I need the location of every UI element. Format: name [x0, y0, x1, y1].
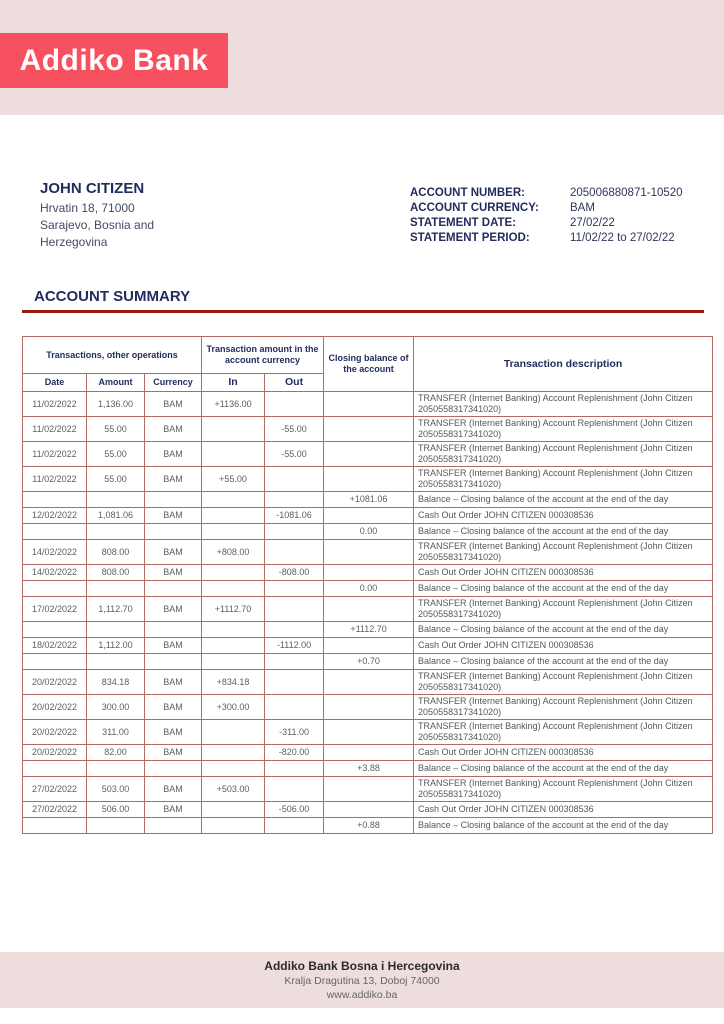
cell-currency: BAM [145, 638, 202, 654]
cell-balance [324, 695, 414, 720]
cell-out [265, 540, 324, 565]
table-row [23, 524, 713, 540]
cell-amount: 808.00 [87, 540, 145, 565]
cell-amount [87, 581, 145, 597]
cell-balance [324, 638, 414, 654]
cell-balance [324, 597, 414, 622]
cell-balance [324, 508, 414, 524]
table-row [23, 670, 713, 695]
cell-in [202, 417, 265, 442]
cell-date: 11/02/2022 [23, 467, 87, 492]
footer-band [0, 952, 724, 1008]
cell-amount [87, 524, 145, 540]
cell-currency: BAM [145, 467, 202, 492]
cell-balance: +0.70 [324, 654, 414, 670]
account-holder-address-line: Sarajevo, Bosnia and [40, 218, 155, 232]
cell-currency: BAM [145, 670, 202, 695]
cell-amount: 55.00 [87, 417, 145, 442]
cell-currency: BAM [145, 392, 202, 417]
account-number-label: ACCOUNT NUMBER: [410, 187, 525, 199]
cell-out: -1081.06 [265, 508, 324, 524]
table-row [23, 818, 713, 834]
cell-date: 11/02/2022 [23, 417, 87, 442]
table-row [23, 565, 713, 581]
cell-description: Balance – Closing balance of the account at the end of the day [414, 524, 713, 540]
cell-description: TRANSFER (Internet Banking) Account Replenishment (John Citizen 2050558317341020) [414, 597, 713, 622]
cell-currency: BAM [145, 417, 202, 442]
cell-out [265, 581, 324, 597]
cell-date [23, 524, 87, 540]
cell-in [202, 720, 265, 745]
cell-out [265, 670, 324, 695]
account-holder-address-line: Herzegovina [40, 235, 108, 249]
cell-balance [324, 417, 414, 442]
account-currency-row [410, 201, 683, 216]
cell-description: Balance – Closing balance of the account at the end of the day [414, 581, 713, 597]
cell-description: Balance – Closing balance of the account at the end of the day [414, 492, 713, 508]
cell-out [265, 622, 324, 638]
footer-bank-name: Addiko Bank Bosna i Hercegovina [264, 959, 460, 973]
cell-amount: 55.00 [87, 442, 145, 467]
account-holder-address-line: Hrvatin 18, 71000 [40, 201, 135, 215]
cell-currency: BAM [145, 442, 202, 467]
cell-balance: 0.00 [324, 524, 414, 540]
table-row [23, 392, 713, 417]
cell-in [202, 492, 265, 508]
statement-date-value: 27/02/22 [570, 217, 615, 229]
cell-in [202, 581, 265, 597]
cell-in [202, 654, 265, 670]
cell-amount: 55.00 [87, 467, 145, 492]
cell-amount: 808.00 [87, 565, 145, 581]
account-holder-block [40, 180, 154, 251]
cell-date [23, 818, 87, 834]
cell-currency [145, 524, 202, 540]
cell-balance [324, 392, 414, 417]
cell-currency: BAM [145, 745, 202, 761]
table-row [23, 802, 713, 818]
cell-in [202, 565, 265, 581]
cell-out: -808.00 [265, 565, 324, 581]
cell-currency [145, 654, 202, 670]
cell-balance [324, 745, 414, 761]
cell-description: TRANSFER (Internet Banking) Account Replenishment (John Citizen 2050558317341020) [414, 467, 713, 492]
column-header-out: Out [265, 374, 324, 392]
table-row [23, 761, 713, 777]
cell-currency: BAM [145, 540, 202, 565]
cell-in: +1112.70 [202, 597, 265, 622]
cell-date: 27/02/2022 [23, 802, 87, 818]
cell-balance [324, 720, 414, 745]
cell-description: Balance – Closing balance of the account at the end of the day [414, 818, 713, 834]
cell-date [23, 622, 87, 638]
cell-date: 12/02/2022 [23, 508, 87, 524]
cell-balance: +1081.06 [324, 492, 414, 508]
header-band [0, 0, 724, 115]
statement-period-label: STATEMENT PERIOD: [410, 232, 530, 244]
cell-description: Cash Out Order JOHN CITIZEN 000308536 [414, 565, 713, 581]
summary-divider-rule [22, 310, 704, 313]
table-row [23, 467, 713, 492]
cell-date [23, 581, 87, 597]
cell-amount: 1,112.00 [87, 638, 145, 654]
cell-out: -311.00 [265, 720, 324, 745]
cell-in: +834.18 [202, 670, 265, 695]
cell-amount: 1,112.70 [87, 597, 145, 622]
table-row [23, 492, 713, 508]
cell-date: 18/02/2022 [23, 638, 87, 654]
cell-date: 20/02/2022 [23, 695, 87, 720]
cell-description: TRANSFER (Internet Banking) Account Replenishment (John Citizen 2050558317341020) [414, 670, 713, 695]
cell-out: -820.00 [265, 745, 324, 761]
table-row [23, 720, 713, 745]
cell-amount: 311.00 [87, 720, 145, 745]
cell-currency: BAM [145, 802, 202, 818]
cell-out [265, 392, 324, 417]
cell-amount [87, 492, 145, 508]
transactions-table [22, 336, 713, 834]
cell-in: +503.00 [202, 777, 265, 802]
cell-description: Balance – Closing balance of the account at the end of the day [414, 622, 713, 638]
cell-in [202, 638, 265, 654]
cell-out: -1112.00 [265, 638, 324, 654]
cell-balance: 0.00 [324, 581, 414, 597]
cell-amount [87, 818, 145, 834]
cell-date: 14/02/2022 [23, 540, 87, 565]
group-header-closing-balance: Closing balance of the account [324, 337, 414, 392]
cell-description: Balance – Closing balance of the account at the end of the day [414, 761, 713, 777]
table-row [23, 597, 713, 622]
cell-amount: 82.00 [87, 745, 145, 761]
cell-date: 17/02/2022 [23, 597, 87, 622]
cell-balance: +1112.70 [324, 622, 414, 638]
account-holder-name: JOHN CITIZEN [40, 180, 145, 197]
cell-in [202, 508, 265, 524]
cell-description: Cash Out Order JOHN CITIZEN 000308536 [414, 508, 713, 524]
cell-amount: 300.00 [87, 695, 145, 720]
cell-amount [87, 761, 145, 777]
cell-in [202, 802, 265, 818]
transactions-tbody [23, 392, 713, 834]
cell-balance [324, 540, 414, 565]
cell-balance [324, 802, 414, 818]
footer-bank-website: www.addiko.ba [326, 989, 398, 1001]
statement-date-row [410, 216, 683, 231]
cell-balance [324, 442, 414, 467]
table-row [23, 777, 713, 802]
cell-description: Cash Out Order JOHN CITIZEN 000308536 [414, 745, 713, 761]
table-row [23, 654, 713, 670]
column-header-in: In [202, 374, 265, 392]
table-row [23, 745, 713, 761]
cell-amount: 503.00 [87, 777, 145, 802]
cell-date: 20/02/2022 [23, 670, 87, 695]
column-header-amount: Amount [87, 374, 145, 392]
cell-date [23, 761, 87, 777]
cell-description: TRANSFER (Internet Banking) Account Replenishment (John Citizen 2050558317341020) [414, 392, 713, 417]
cell-out [265, 777, 324, 802]
cell-out: -55.00 [265, 442, 324, 467]
cell-balance: +3.88 [324, 761, 414, 777]
statement-period-row [410, 231, 683, 246]
cell-balance [324, 670, 414, 695]
cell-out [265, 761, 324, 777]
cell-date: 14/02/2022 [23, 565, 87, 581]
cell-in: +1136.00 [202, 392, 265, 417]
cell-description: Balance – Closing balance of the account at the end of the day [414, 654, 713, 670]
cell-date: 27/02/2022 [23, 777, 87, 802]
cell-in [202, 761, 265, 777]
table-row [23, 581, 713, 597]
table-row [23, 508, 713, 524]
cell-description: TRANSFER (Internet Banking) Account Replenishment (John Citizen 2050558317341020) [414, 442, 713, 467]
cell-currency: BAM [145, 508, 202, 524]
cell-in [202, 524, 265, 540]
column-header-date: Date [23, 374, 87, 392]
cell-in [202, 818, 265, 834]
cell-date [23, 654, 87, 670]
table-group-header-row [23, 337, 713, 374]
account-number-value: 205006880871-10520 [570, 187, 683, 199]
footer-bank-address: Kralja Dragutina 13, Doboj 74000 [284, 975, 440, 987]
cell-out [265, 695, 324, 720]
addiko-bank-logo [0, 33, 228, 88]
cell-in [202, 442, 265, 467]
account-summary-title: ACCOUNT SUMMARY [34, 288, 191, 305]
cell-currency [145, 622, 202, 638]
cell-out [265, 492, 324, 508]
cell-description: TRANSFER (Internet Banking) Account Replenishment (John Citizen 2050558317341020) [414, 720, 713, 745]
cell-currency: BAM [145, 597, 202, 622]
account-currency-label: ACCOUNT CURRENCY: [410, 202, 539, 214]
logo-text: Addiko Bank [19, 43, 209, 77]
account-details-block [410, 186, 683, 246]
cell-date: 11/02/2022 [23, 442, 87, 467]
table-row [23, 695, 713, 720]
cell-currency: BAM [145, 695, 202, 720]
group-header-txn-amount: Transaction amount in the account currency [202, 337, 324, 374]
cell-description: TRANSFER (Internet Banking) Account Replenishment (John Citizen 2050558317341020) [414, 540, 713, 565]
cell-in [202, 745, 265, 761]
cell-currency [145, 581, 202, 597]
cell-currency: BAM [145, 777, 202, 802]
cell-amount [87, 622, 145, 638]
cell-in: +55.00 [202, 467, 265, 492]
cell-amount: 834.18 [87, 670, 145, 695]
cell-description: Cash Out Order JOHN CITIZEN 000308536 [414, 802, 713, 818]
cell-date: 20/02/2022 [23, 745, 87, 761]
cell-amount: 506.00 [87, 802, 145, 818]
table-row [23, 638, 713, 654]
statement-period-value: 11/02/22 to 27/02/22 [570, 232, 675, 244]
cell-in: +300.00 [202, 695, 265, 720]
cell-out: -55.00 [265, 417, 324, 442]
cell-description: TRANSFER (Internet Banking) Account Replenishment (John Citizen 2050558317341020) [414, 417, 713, 442]
cell-description: Cash Out Order JOHN CITIZEN 000308536 [414, 638, 713, 654]
cell-out [265, 524, 324, 540]
cell-balance [324, 467, 414, 492]
table-row [23, 417, 713, 442]
cell-date: 20/02/2022 [23, 720, 87, 745]
cell-out [265, 654, 324, 670]
cell-currency [145, 818, 202, 834]
cell-out: -506.00 [265, 802, 324, 818]
table-row [23, 540, 713, 565]
cell-date: 11/02/2022 [23, 392, 87, 417]
group-header-transactions: Transactions, other operations [23, 337, 202, 374]
cell-balance [324, 565, 414, 581]
cell-currency [145, 492, 202, 508]
statement-date-label: STATEMENT DATE: [410, 217, 517, 229]
cell-description: TRANSFER (Internet Banking) Account Replenishment (John Citizen 2050558317341020) [414, 777, 713, 802]
column-header-currency: Currency [145, 374, 202, 392]
cell-amount: 1,136.00 [87, 392, 145, 417]
cell-currency: BAM [145, 565, 202, 581]
cell-in: +808.00 [202, 540, 265, 565]
table-row [23, 622, 713, 638]
cell-balance: +0.88 [324, 818, 414, 834]
cell-date [23, 492, 87, 508]
cell-amount [87, 654, 145, 670]
cell-in [202, 622, 265, 638]
cell-balance [324, 777, 414, 802]
group-header-description: Transaction description [414, 337, 713, 392]
table-row [23, 442, 713, 467]
account-currency-value: BAM [570, 202, 595, 214]
cell-out [265, 818, 324, 834]
cell-currency: BAM [145, 720, 202, 745]
cell-currency [145, 761, 202, 777]
cell-out [265, 467, 324, 492]
cell-description: TRANSFER (Internet Banking) Account Replenishment (John Citizen 2050558317341020) [414, 695, 713, 720]
cell-out [265, 597, 324, 622]
account-number-row [410, 186, 683, 201]
cell-amount: 1,081.06 [87, 508, 145, 524]
